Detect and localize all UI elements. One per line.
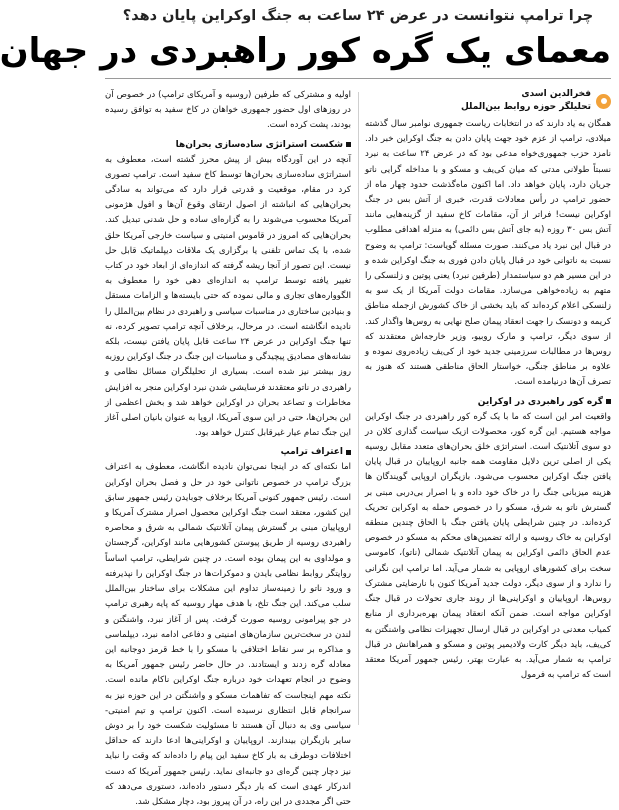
article-headline: معمای یک گره کور راهبردی در جهان [0,31,611,71]
section-subhead [105,137,351,153]
headline-divider [105,78,611,79]
square-bullet-icon [606,399,611,404]
byline [365,88,611,114]
subhead-text: اعتراف ترامپ [280,447,343,458]
paragraph: همگان به یاد دارند که در انتخابات ریاست جمهوری نوامبر سال گذشته میلادی، ترامپ از عزم خود جهت پایان دادن به جنگ اوکراین خبر داد. نامزد حزب جمهوری‌خواه مدعی بود که در عرض ۲۴ ساعت به نبرد نسبتاً طولانی مدتی که میان کی‌یف و مسکو و با مداخله گرایی ناتو جریان دارد، پایان خواهد داد. اما اکنون ماه‌گذشت حدود چهار ماه از حضور ترامپ در رأس معادلات قدرت، خبری از آتش بس در جنگ اوکراین نیست! فراتر از آن، مقامات کاخ سفید از گزینه‌هایی مانند آتش بس ۳۰ روزه (به جای آتش بس دائمی) به منزله اهدافی مطلوب در قبال این نبرد یاد می‌کنند. صورت مسئله گویاست: ترامپ به وضوح نسبت به ناتوانی خود در قبال پایان دادن فوری به جنگ اوکراین شده و در این مسیر هم دو سیاستمدار (طرفین نبرد) یعنی پوتین و زلنسکی را متهم به زیاده‌خواهی می‌سازد. مقامات دولت آمریکا از یک سو به زلنسکی اعلام کرده‌اند که باید بخشی از خاک کشورش ازجمله مناطق کریمه و دونسک را جهت انعقاد پیمان صلح نهایی به روس‌ها واگذار کند. از سوی دیگر، ترامپ و مارک روبیو، وزیر خارجه‌اش معتقدند که روس‌ها در مطالبات سرزمینی جدید خود از کی‌یف زیاده‌روی نموده و علاوه بر مناطق جنگی، خواستار الحاق مناطقی هستند که هنوز به تصرف آن‌ها درنیامده است. [365,119,611,388]
paragraph: اما نکته‌ای که در اینجا نمی‌توان نادیده انگاشت، معطوف به اعتراف بزرگ ترامپ در خصوص ناتوانی خود در حل و فصل بحران اوکراین است. رئیس جمهور کنونی آمریکا برخلاف جوبایدن رئیس جمهور سابق این کشور، معتقد است جنگ اوکراین محصول اصرار مشترک آمریکا و اروپاییان مبنی بر گسترش پیمان آتلانتیک شمالی به شرق و محاصره راهبردی روسیه از طریق پیوستن کشورهایی مانند اوکراین، گرجستان و مولداوی به این پیمان بوده است. در چنین شرایطی، ترامپ اساساً روایتگر روابط نظامی بایدن و دموکرات‌ها در جنگ اوکراین را نپذیرفته و ورود ناتو را زمینه‌ساز تداوم این مشکلات برای ساختار بین‌الملل سلب می‌کند. این جنگ تلخ، با هدف مهار روسیه که پایه رهبری ترامپ در جو پیرامونی روسیه صورت گرفت. پس از آغاز نبرد، واشنگتن و لندن در سخت‌ترین سازمان‌های امنیتی و دفاعی ادامه نبرد، دیپلماسی و مذاکره بر سر نقاط اختلافی با مسکو را با خط قرمز دوجانبه این معادله گره زدند و ایستادند. در حال حاضر رئیس جمهور آمریکا به وضوح در انجام تعهدات خود درباره جنگ اوکراین ناکام مانده است. نکته مهم اینجاست که تفاهمات مسکو و واشنگتن در این حوزه نیز به سرانجام قابل انتظاری نرسیده است. اکنون ترامپ و تیم امنیتی-سیاسی وی به دنبال آن هستند تا مسئولیت شکست خود را بر دوش سایر بازیگران بیندازند. اروپاییان و اوکراینی‌ها ادعا دارند که حداقل اختلافات دوطرف به بار کاخ سفید این پیام را داده‌اند که وقت را نباید نیز دچار چنین گره‌ای دو جانبه‌ای نماید. رئیس جمهور آمریکا که دست اندرکار عهدی است که بار دیگر دستور داده‌اند، دستوری می‌دهد که حتی اگر مجددی در این راه، در آن پیروز بود، دچار مشکل شد. [105,462,351,807]
column-left [104,88,352,807]
circle-logo-icon [596,94,611,109]
author-name: فخرالدین اسدی [521,89,591,99]
article-kicker: چرا ترامپ نتوانست در عرض ۲۴ ساعت به جنگ اوکراین پایان دهد؟ [122,8,594,24]
paragraph: آنچه در این آوردگاه بیش از پیش محرز گشته است، معطوف به استراتژی ساده‌سازی بحران‌ها توسط کاخ سفید است. ترامپ تصوری کرد در مقام، موقعیت و قدرتی قرار دارد که می‌تواند به سادگی بحران‌هایی که انباشته از اصول ارتقای وقوع آن‌ها و افول هژمونی آمریکا محسوب می‌شوند را به گزاره‌ای ساده و حل شدنی تبدیل کند. بحران‌هایی که امروز در قاموس امنیتی و سیاست خارجی آمریکا حلق شده، با یک تماس تلفنی یا برگزاری یک ملاقات دیپلماتیک قابل حل نیست. این تصور از آنجا ریشه گرفته که اندازه‌ای از ابعاد خود در کتاب تغییر یافته توسط ترامپ به اندازه‌ای دهی خود را معطوف به الگوواره‌های تجاری و مالی نموده که حتی بایسته‌ها و الزامات مستقل و بنیادین ساختاری در مناسبات سیاسی و راهبردی در نظام بین‌الملل را نادیده انگاشته است. در مرحال، برخلاف آنچه ترامپ تصویر کرده، نه تنها جنگ اوکراین در عرض ۲۴ ساعت قابل پایان یافتن نیست، بلکه نشانه‌های مصادیق پیچیدگی و مناسبات این جنگ در جنگ اوکراین روزبه روز بیشتر نیز شده است. بسیاری از تحلیلگران مسائل نظامی و راهبردی در ناتو معتقدند فرسایشی شدن نبرد اوکراین منجر به افزایش مخاطرات و تصاعد بحران در اوکراین خواهد شد و بخش اعظمی از این بحران‌ها، حتی در این سوی آمریکا، اروپا به عنوان بانیان اصلی آغاز این جنگ تمام عیار غیرقابل کنترل خواهد بود. [104,154,352,439]
subhead-text: شکست استراتژی ساده‌سازی بحران‌ها [175,139,343,150]
author-role: تحلیلگر حوزه روابط بین‌الملل [461,102,591,112]
subhead-text: گره کور راهبردی در اوکراین [477,396,603,407]
paragraph: اولیه و مشترکی که طرفین (روسیه و آمریکای ترامپ) در خصوص آن در روزهای اول حضور جمهوری خواهان در کاخ سفید به توافق رسیده بودند، پشت کرده است. [105,90,351,131]
section-subhead [365,394,611,410]
article-columns [104,88,611,807]
byline-text [461,88,591,114]
column-divider [351,88,365,729]
section-subhead [105,444,351,460]
column-right [365,88,611,729]
paragraph: واقعیت امر این است که ما با یک گره کور راهبردی در جنگ اوکراین مواجه هستیم. این گره کور، محصولات ازیک سیاست گذاری کلان در دو سوی آتلانتیک است. استراتژی خلق بحران‌های متعدد مقابل روسیه یکی از اصلی ترین دلایل مقاومت همه جانبه اروپاییان در قبال پایان یافتن جنگ اوکراین محسوب می‌شود. بازیگران اروپایی گویندگان ها هزینه میزبانی جنگ را در خاک خود داده و با اصرار بی‌دربی مبنی بر گسترش ناتو به شرق، مسکو را در خصوص حمله به اوکراین تحریک کرده‌اند. در چنین شرایطی پایان یافتن جنگ با الحاق چندین منطقه اوکراین به خاک روسیه و ارائه تضمین‌های محکم به مسکو در خصوص عدم الحاق دائمی اوکراین به پیمان آتلانتیک شمالی (ناتو)، کاموسی سخت برای کشورهای اروپایی به شمار می‌آید. اما ترامپ این نگرانی را ندارد و از سوی دیگر، دولت جدید آمریکا کنون با نارضایتی مشترک روس‌ها، اروپاییان و اوکراینی‌ها از روند جاری تحولات در قبال جنگ اوکراین مواجه است. ضمن آنکه انعقاد پیمان بهره‌برداری از منابع کمیاب معدنی در اوکراین در قبال ارسال تجهیزات نظامی واشنگتن به کی‌یف، باید دیگر کارت ولادیمیر پوتین و مسکو و همراهانش در قبال ترامپ به شمار می‌آید. به عبارت بهتر، رئیس جمهور آمریکا معتقد است که ترامپ به فرمول [365,411,611,681]
